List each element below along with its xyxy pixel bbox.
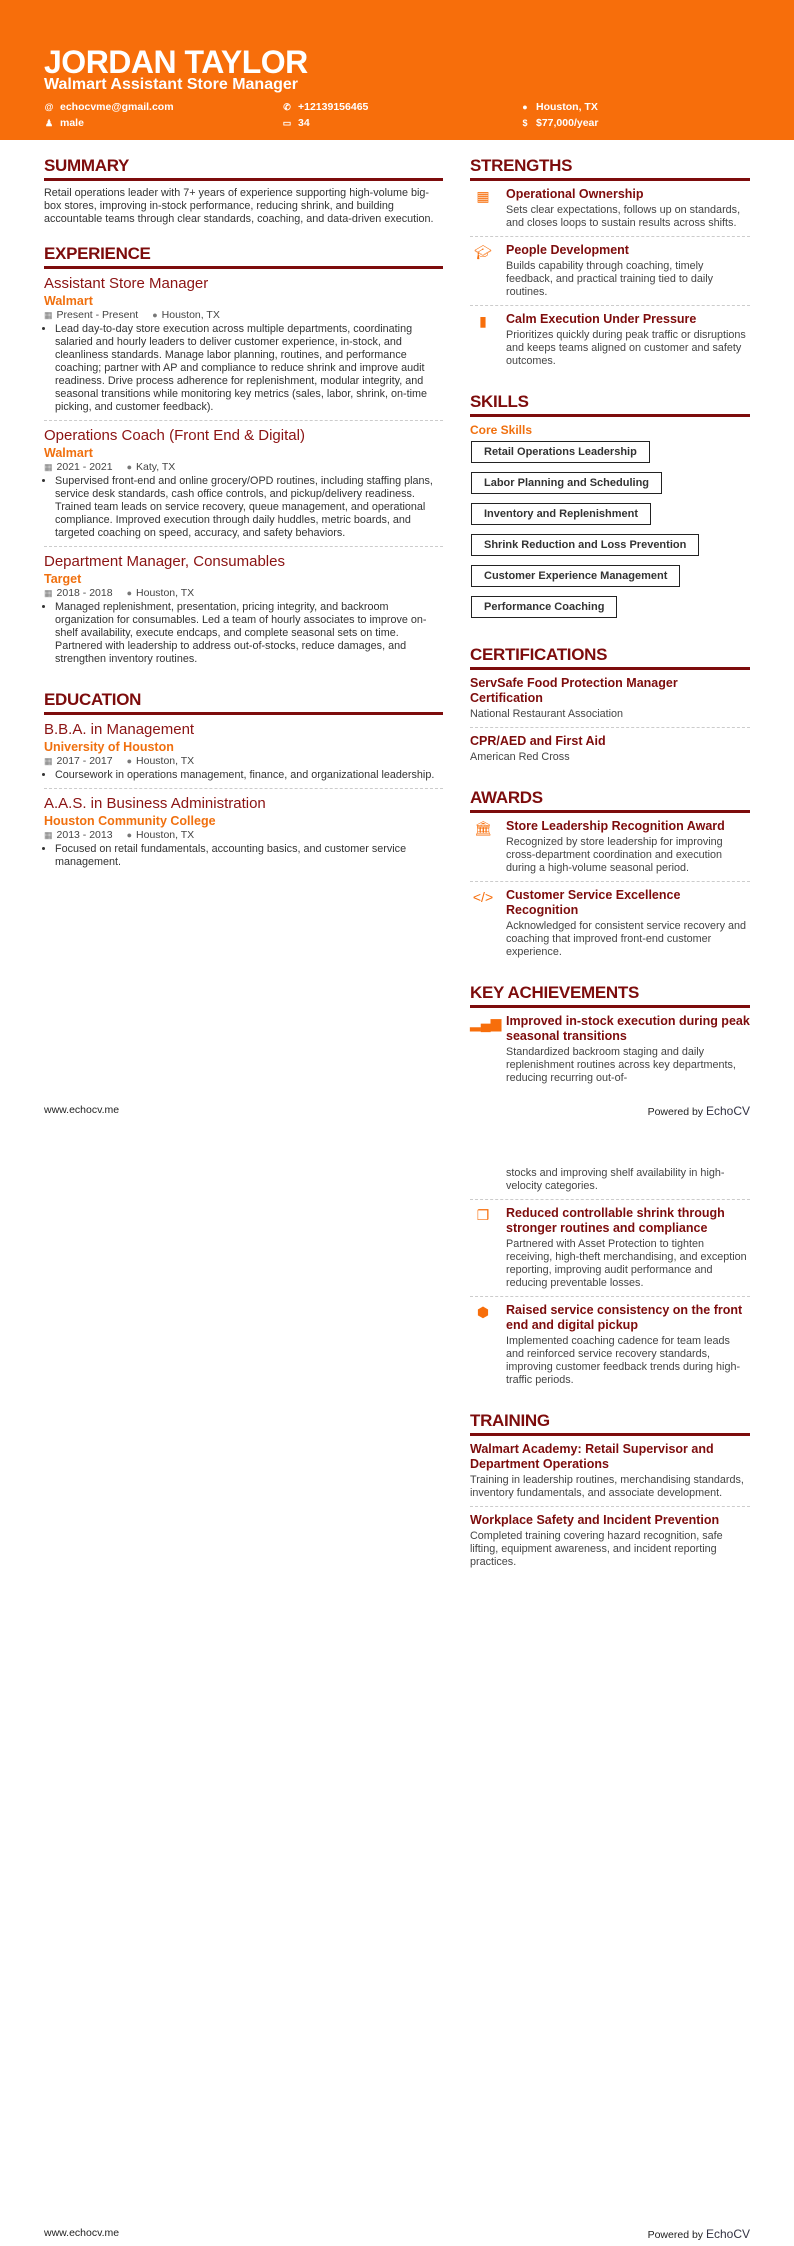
company: Target	[44, 572, 82, 586]
strength-item	[470, 312, 750, 374]
section-heading: TRAINING	[470, 1411, 750, 1436]
phone-icon: ✆	[283, 101, 291, 112]
degree: B.B.A. in Management	[44, 721, 195, 738]
skill-group-title: Core Skills	[470, 423, 533, 437]
person-icon: ♟	[44, 117, 54, 128]
map-pin-icon: ●	[522, 102, 528, 112]
section-heading: CERTIFICATIONS	[470, 645, 750, 670]
cert-issuer: American Red Cross	[470, 751, 570, 763]
candidate-title: Walmart Assistant Store Manager	[44, 76, 298, 93]
training-desc: Training in leadership routines, merchandising standards, inventory fundamentals, and associate development.	[470, 1474, 744, 1499]
section-heading: SKILLS	[470, 392, 750, 417]
cube-icon: ⬢	[476, 1304, 490, 1320]
section-heading: SUMMARY	[44, 156, 443, 181]
experience-section	[44, 244, 443, 672]
left-column	[44, 156, 443, 893]
gender-text: male	[60, 117, 84, 129]
location: ● Houston, TX	[152, 309, 220, 321]
footer-powered: Powered by EchoCV	[647, 1104, 750, 1118]
achievement-item	[470, 1206, 750, 1297]
location: ● Katy, TX	[126, 461, 176, 473]
strength-title: People Development	[506, 243, 629, 257]
summary-text: Retail operations leader with 7+ years of experience supporting high-volume big-box stores, improving in-stock performance, reducing shrink, and building accountable teams through clear standards, coaching, and data-driven execution.	[44, 187, 434, 225]
right-column	[470, 156, 750, 1109]
training-desc: Completed training covering hazard recognition, safe lifting, equipment awareness, and incident reporting practices.	[470, 1530, 723, 1568]
bullet: • Supervised front-end and online grocery/OPD routines, including staffing plans, service desk standards, cash office controls, and pickup/delivery readiness. Trained team leads on service recovery, queue management, and operational compliance. Improved execution through daily huddles, metric boards, and targeted coaching on speed, accuracy, and safety behaviors.	[55, 475, 443, 540]
calendar-icon: ▦	[44, 756, 53, 766]
bullet: • Focused on retail fundamentals, accounting basics, and customer service management.	[55, 843, 443, 869]
bullet: • Coursework in operations management, finance, and organizational leadership.	[55, 769, 443, 782]
contact-location	[520, 101, 598, 113]
strength-title: Calm Execution Under Pressure	[506, 312, 697, 326]
training-title: Walmart Academy: Retail Supervisor and Department Operations	[470, 1442, 714, 1471]
school: University of Houston	[44, 740, 174, 754]
job-title: Department Manager, Consumables	[44, 553, 285, 570]
education-section	[44, 690, 443, 875]
calendar-icon: ▦	[44, 830, 53, 840]
location-text: Houston, TX	[536, 101, 598, 113]
award-item	[470, 888, 750, 965]
calendar-icon: ▦	[44, 588, 53, 598]
brand-logo: EchoCV	[705, 1104, 750, 1118]
email-text: echocvme@gmail.com	[60, 101, 174, 113]
clipboard-icon: ▮	[479, 313, 487, 329]
location: ● Houston, TX	[126, 587, 195, 599]
training-title: Workplace Safety and Incident Prevention	[470, 1513, 720, 1527]
achievement-title: Reduced controllable shrink through stronger routines and compliance	[506, 1206, 725, 1235]
footer-site[interactable]: www.echocv.me	[44, 1104, 120, 1116]
job-title: Operations Coach (Front End & Digital)	[44, 427, 305, 444]
skill-chip: Performance Coaching	[471, 596, 617, 618]
location: ● Houston, TX	[126, 829, 195, 841]
dates: ▦ 2013 - 2013	[44, 829, 113, 841]
dates: ▦ 2018 - 2018	[44, 587, 113, 599]
location: ● Houston, TX	[126, 755, 195, 767]
calendar-icon: ▭	[282, 117, 292, 128]
strength-desc: Builds capability through coaching, timely feedback, and practical training tied to daily routines.	[506, 260, 714, 298]
cert-issuer: National Restaurant Association	[470, 708, 624, 720]
training-item	[470, 1513, 750, 1575]
salary-text: $77,000/year	[536, 117, 599, 129]
achievement-desc: stocks and improving shelf availability in high-velocity categories.	[506, 1167, 725, 1192]
awards-section	[470, 788, 750, 965]
dollar-icon: $	[522, 118, 528, 128]
achievement-item-continued	[470, 1165, 750, 1200]
map-pin-icon: ●	[126, 588, 133, 598]
achievement-desc: Implemented coaching cadence for team leads and reinforced service recovery standards, improving customer feedback trends during high-traffic periods.	[506, 1335, 741, 1386]
certification-item	[470, 676, 750, 728]
training-item	[470, 1442, 750, 1507]
cert-title: ServSafe Food Protection Manager Certification	[470, 676, 678, 705]
section-heading: EXPERIENCE	[44, 244, 443, 269]
contact-salary	[520, 117, 598, 129]
certifications-section	[470, 645, 750, 770]
achievement-item	[470, 1014, 750, 1091]
dates: ▦ 2021 - 2021	[44, 461, 113, 473]
right-column-continued	[470, 1165, 750, 1593]
achievement-title: Raised service consistency on the front end and digital pickup	[506, 1303, 743, 1332]
code-icon: </>	[472, 889, 494, 905]
bank-icon: 🏛︎	[474, 820, 492, 836]
contact-email[interactable]	[44, 101, 174, 113]
contact-phone[interactable]	[282, 101, 368, 113]
experience-entry	[44, 427, 443, 547]
achievements-section	[470, 983, 750, 1091]
award-title: Store Leadership Recognition Award	[506, 819, 725, 833]
contact-age	[282, 117, 310, 129]
skill-chip: Shrink Reduction and Loss Prevention	[471, 534, 699, 556]
award-desc: Recognized by store leadership for improving cross-department coordination and execution during a high-volume seasonal period.	[506, 836, 723, 874]
candidate-name: JORDAN TAYLOR	[44, 44, 308, 80]
experience-entry	[44, 553, 443, 672]
contact-gender	[44, 117, 84, 129]
school: Houston Community College	[44, 814, 216, 828]
brand-logo: EchoCV	[705, 2227, 750, 2241]
degree: A.A.S. in Business Administration	[44, 795, 266, 812]
cert-title: CPR/AED and First Aid	[470, 734, 606, 748]
strength-item	[470, 187, 750, 237]
copy-icon: ❐	[476, 1207, 490, 1223]
section-heading: KEY ACHIEVEMENTS	[470, 983, 750, 1008]
award-desc: Acknowledged for consistent service recovery and coaching that improved front-end customer experience.	[506, 920, 747, 958]
training-section	[470, 1411, 750, 1575]
certification-item	[470, 734, 750, 770]
award-title: Customer Service Excellence Recognition	[506, 888, 681, 917]
award-item	[470, 819, 750, 882]
bar-chart-icon: ▂▄▆	[470, 1015, 502, 1031]
company: Walmart	[44, 294, 93, 308]
calculator-icon: ▦	[476, 188, 490, 204]
skill-chip: Labor Planning and Scheduling	[471, 472, 662, 494]
education-entry	[44, 721, 443, 789]
page-2	[0, 1123, 794, 2246]
section-heading: EDUCATION	[44, 690, 443, 715]
dates: ▦ Present - Present	[44, 309, 139, 321]
skill-chip: Inventory and Replenishment	[471, 503, 651, 525]
achievement-item	[470, 1303, 750, 1393]
achievement-desc: Standardized backroom staging and daily replenishment routines across key departments, reducing recurring out-of-	[506, 1046, 736, 1084]
dates: ▦ 2017 - 2017	[44, 755, 113, 767]
bullet: • Managed replenishment, presentation, pricing integrity, and backroom organization for consumables. Led a team of hourly associates to improve on-shelf availability, execute endcaps, and complete seasonal sets on time. Partnered with leadership to address out-of-stocks, reduce damages, and strengthen inventory routines.	[55, 601, 443, 666]
strength-item	[470, 243, 750, 306]
graduation-cap-icon: 🎓︎	[474, 244, 492, 260]
resume-header	[0, 0, 794, 140]
footer-site[interactable]: www.echocv.me	[44, 2227, 120, 2239]
at-icon: @	[44, 102, 54, 112]
skill-chip: Retail Operations Leadership	[471, 441, 650, 463]
map-pin-icon: ●	[126, 462, 133, 472]
strengths-section	[470, 156, 750, 374]
section-heading: AWARDS	[470, 788, 750, 813]
age-text: 34	[298, 117, 310, 129]
calendar-icon: ▦	[44, 462, 53, 472]
education-entry	[44, 795, 443, 875]
map-pin-icon: ●	[126, 830, 133, 840]
skill-chip: Customer Experience Management	[471, 565, 680, 587]
company: Walmart	[44, 446, 93, 460]
section-heading: STRENGTHS	[470, 156, 750, 181]
job-title: Assistant Store Manager	[44, 275, 209, 292]
strength-desc: Sets clear expectations, follows up on standards, and closes loops to sustain results across shifts.	[506, 204, 741, 229]
map-pin-icon: ●	[152, 310, 158, 320]
skills-section	[470, 392, 750, 627]
calendar-icon: ▦	[44, 310, 53, 320]
strength-title: Operational Ownership	[506, 187, 644, 201]
achievement-title: Improved in-stock execution during peak seasonal transitions	[506, 1014, 750, 1043]
summary-section	[44, 156, 443, 226]
footer-powered: Powered by EchoCV	[647, 2227, 750, 2241]
experience-entry	[44, 275, 443, 421]
phone-text: +12139156465	[298, 101, 369, 113]
achievement-desc: Partnered with Asset Protection to tighten receiving, high-theft merchandising, and exception reporting, improving audit performance and reducing preventable losses.	[506, 1238, 747, 1289]
bullet: • Lead day-to-day store execution across multiple departments, coordinating salaried and hourly leaders to deliver customer experience, in-stock, and cleanliness standards. Manage labor planning, routines, and performance coaching; partner with AP and compliance to reduce shrink and improve audit readiness. Drive process adherence for replenishment, modular integrity, and seasonal transitions while monitoring key metrics (sales, labor, shrink, on-time picking, and customer feedback).	[55, 323, 443, 414]
strength-desc: Prioritizes quickly during peak traffic or disruptions and keeps teams aligned on customer and safety outcomes.	[506, 329, 746, 367]
achievements-section-continued	[470, 1165, 750, 1393]
map-pin-icon: ●	[126, 756, 133, 766]
